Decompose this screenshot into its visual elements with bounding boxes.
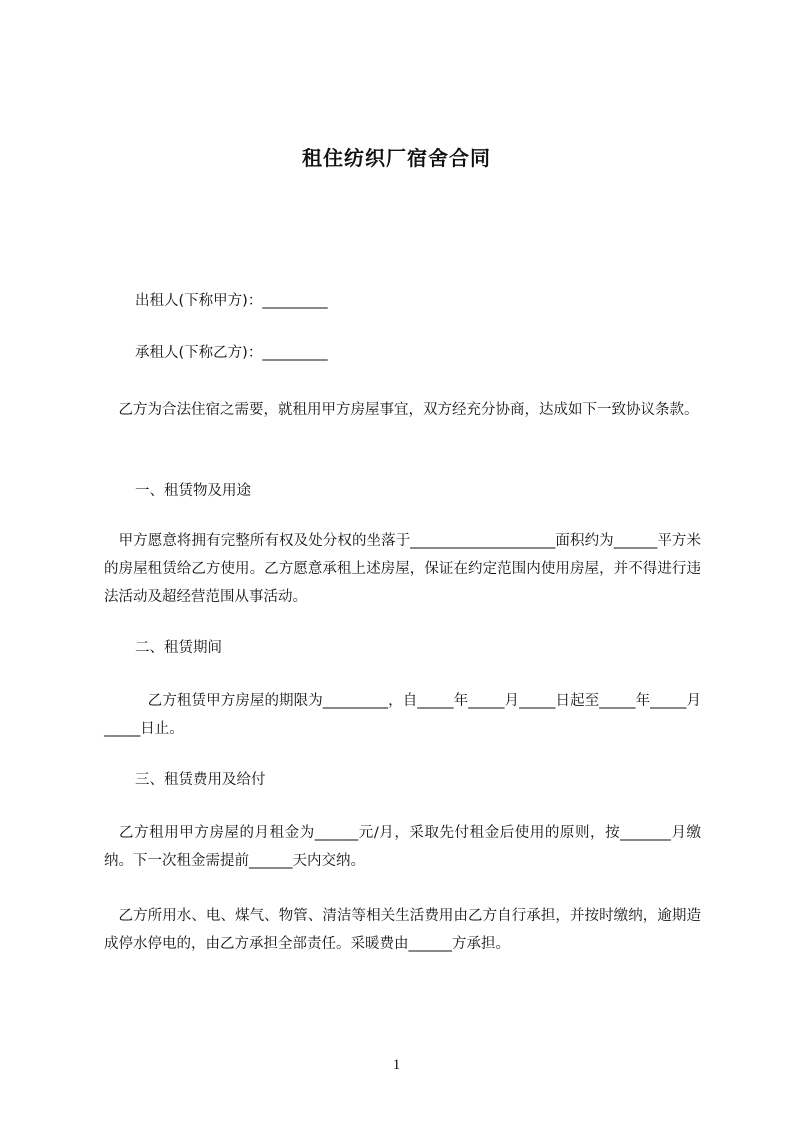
lessor-line: 出租人(下称甲方)：_________ (135, 293, 328, 309)
section-paragraph: 乙方租赁甲方房屋的期限为_________，自_____年_____月_____日起至_____年_____月_____日止。 (104, 693, 701, 737)
section-heading: 三、租赁费用及给付 (135, 772, 266, 788)
section-paragraph: 甲方愿意将拥有完整所有权及处分权的坐落于____________________面积约为______平方米的房屋租赁给乙方使用。乙方愿意承租上述房屋，保证在约定范围内使用房屋，并不得进行违法活动及超经营范围从事活动。 (104, 533, 701, 605)
section-heading: 一、租赁物及用途 (135, 483, 251, 499)
page-number: 1 (392, 1057, 401, 1073)
intro-paragraph: 乙方为合法住宿之需要，就租用甲方房屋事宜，双方经充分协商，达成如下一致协议条款。 (104, 402, 699, 418)
lessee-line: 承租人(下称乙方)：_________ (135, 345, 328, 361)
document-title: 租住纺织厂宿舍合同 (302, 146, 491, 170)
section-paragraph: 乙方所用水、电、煤气、物管、清洁等相关生活费用由乙方自行承担，并按时缴纳，逾期造成停水停电的，由乙方承担全部责任。采暖费由______方承担。 (104, 908, 701, 952)
section-heading: 二、租赁期间 (135, 640, 222, 656)
section-paragraph: 乙方租用甲方房屋的月租金为______元/月，采取先付租金后使用的原则，按_______月缴纳。下一次租金需提前______天内交纳。 (104, 825, 701, 869)
